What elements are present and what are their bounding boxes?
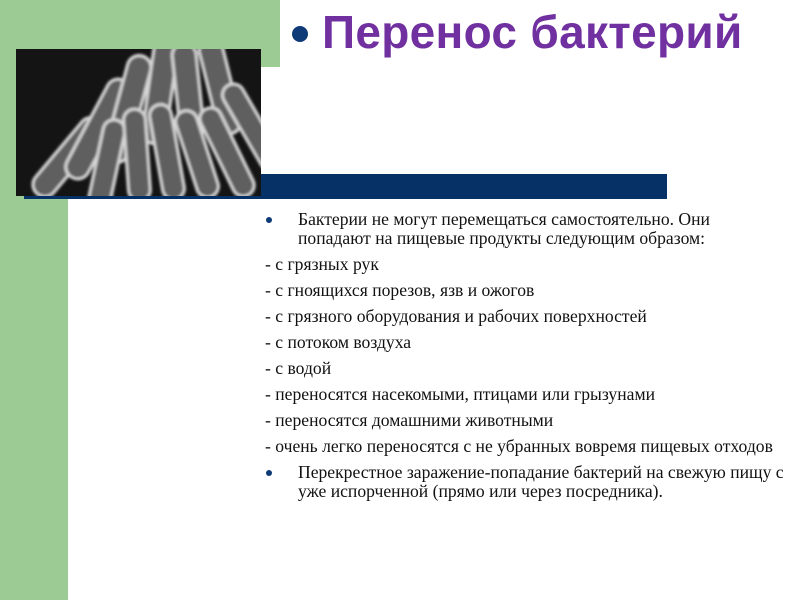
source-item: - с грязных рук: [265, 253, 379, 274]
intro-text: Бактерии не могут перемещаться самостоятельно. Они попадают на пищевые продукты следующим образом:: [298, 209, 710, 248]
bacteria-micrograph-image: [16, 49, 261, 196]
source-item: - переносятся насекомыми, птицами или грызунами: [265, 384, 656, 405]
bullet-dot-icon: [266, 470, 272, 476]
slide-title-text: Перенос бактерий: [322, 6, 743, 58]
intro-bullet: [265, 210, 785, 247]
cross-contamination-bullet: [265, 463, 785, 500]
cross-contamination-text: Перекрестное заражение-попадание бактерий на свежую пищу с уже испорченной (прямо или через посредника).: [298, 461, 784, 501]
source-item: - очень легко переносятся с не убранных вовремя пищевых отходов: [265, 436, 773, 457]
source-item: - с грязного оборудования и рабочих поверхностей: [265, 305, 647, 326]
bullet-dot-icon: [266, 217, 272, 223]
bacteria-micrograph-icon: [16, 49, 261, 196]
source-item: - с гноящихся порезов, язв и ожогов: [265, 279, 535, 300]
title-bullet-icon: [292, 26, 308, 42]
source-item: - с водой: [265, 358, 332, 379]
source-item: - с потоком воздуха: [265, 331, 412, 352]
slide-body: [265, 210, 785, 500]
slide-title: [292, 4, 743, 60]
source-item: - переносятся домашними животными: [265, 410, 554, 431]
